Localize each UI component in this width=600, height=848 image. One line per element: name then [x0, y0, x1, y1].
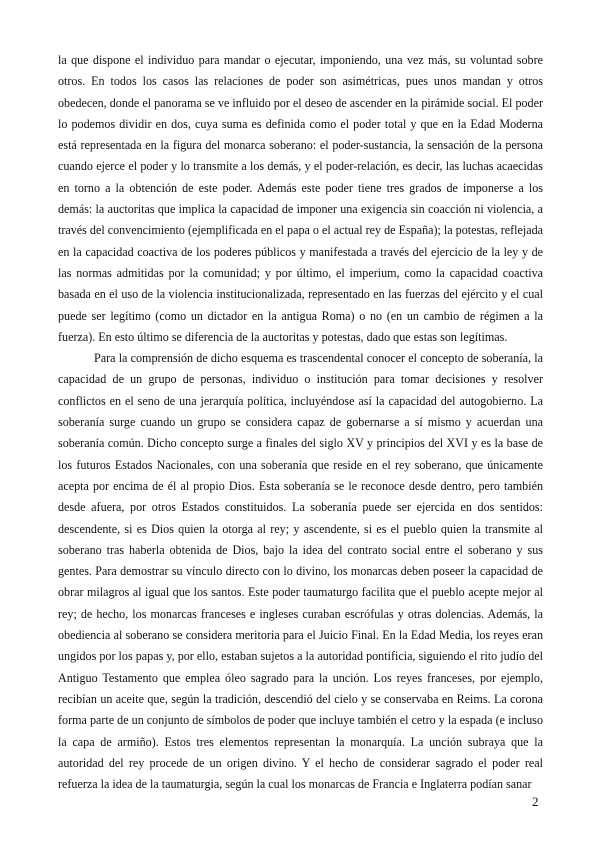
paragraph-2: Para la comprensión de dicho esquema es trascendental conocer el concepto de soberanía, la capacidad de un grupo de personas, individuo o institución para tomar decisiones y resolver conflictos en el seno de una jerarquía política, incluyéndose así la capacidad del autogobierno. La soberanía surge cuando un grupo se considera capaz de gobernarse a sí mismo y acuerdan una soberanía común. Dicho concepto surge a finales del siglo XV y principios del XVI y es la base de los futuros Estados Nacionales, con una soberanía que reside en el rey soberano, que únicamente acepta por encima de él al propio Dios. Esta soberanía se le reconoce desde dentro, pero también desde afuera, por otros Estados constituidos. La soberanía puede ser ejercida en dos sentidos: descendente, si es Dios quien la otorga al rey; y ascendente, si es el pueblo quien la transmite al soberano tras haberla obtenida de Dios, bajo la idea del contrato social entre el soberano y sus gentes. Para demostrar su vínculo directo con lo divino, los monarcas deben poseer la capacidad de obrar milagros al igual que los santos. Este poder taumaturgo facilita que el pueblo acepte mejor al rey; de hecho, los monarcas franceses e ingleses curaban escrófulas y otras dolencias. Además, la obediencia al soberano se considera meritoria para el Juicio Final. En la Edad Media, los reyes eran ungidos por los papas y, por ello, estaban sujetos a la autoridad pontificia, siguiendo el rito judío del Antiguo Testamento que emplea óleo sagrado para la unción. Los reyes franceses, por ejemplo, recibían un aceite que, según la tradición, descendió del cielo y se conservaba en Reims. La corona forma parte de un conjunto de símbolos de poder que incluye también el cetro y la espada (e incluso la capa de armiño). Estos tres elementos representan la monarquía. La unción subraya que la autoridad del rey procede de un origen divino. Y el hecho de considerar sagrado el poder real refuerza la idea de la taumaturgia, según la cual los monarcas de Francia e Inglaterra podían sanar [58, 351, 543, 792]
paragraph-1: la que dispone el individuo para mandar o ejecutar, imponiendo, una vez más, su voluntad sobre otros. En todos los casos las relaciones de poder son asimétricas, pues unos mandan y otros obedecen, donde el panorama se ve influido por el deseo de ascender en la pirámide social. El poder lo podemos dividir en dos, cuya suma es definida como el poder total y que en la Edad Moderna está representada en la figura del monarca soberano: el poder-sustancia, la sensación de la persona cuando ejerce el poder y lo transmite a los demás, y el poder-relación, es decir, las luchas acaecidas en torno a la obtención de este poder. Además este poder tiene tres grados de imponerse a los demás: la auctoritas que implica la capacidad de imponer una exigencia sin coacción ni violencia, a través del convencimiento (ejemplificada en el papa o el actual rey de España); la potestas, reflejada en la capacidad coactiva de los poderes públicos y manifestada a través del ejercicio de la ley y de las normas admitidas por la comunidad; y por último, el imperium, como la capacidad coactiva basada en el uso de la violencia institucionalizada, representado en las fuerzas del ejército y el cual puede ser legítimo (como un dictador en la antigua Roma) o no (en un cambio de régimen a la fuerza). En esto último se diferencia de la auctoritas y potestas, dado que estas son legítimas. [58, 53, 543, 344]
body-text [58, 50, 543, 795]
page-number: 2 [532, 794, 539, 809]
